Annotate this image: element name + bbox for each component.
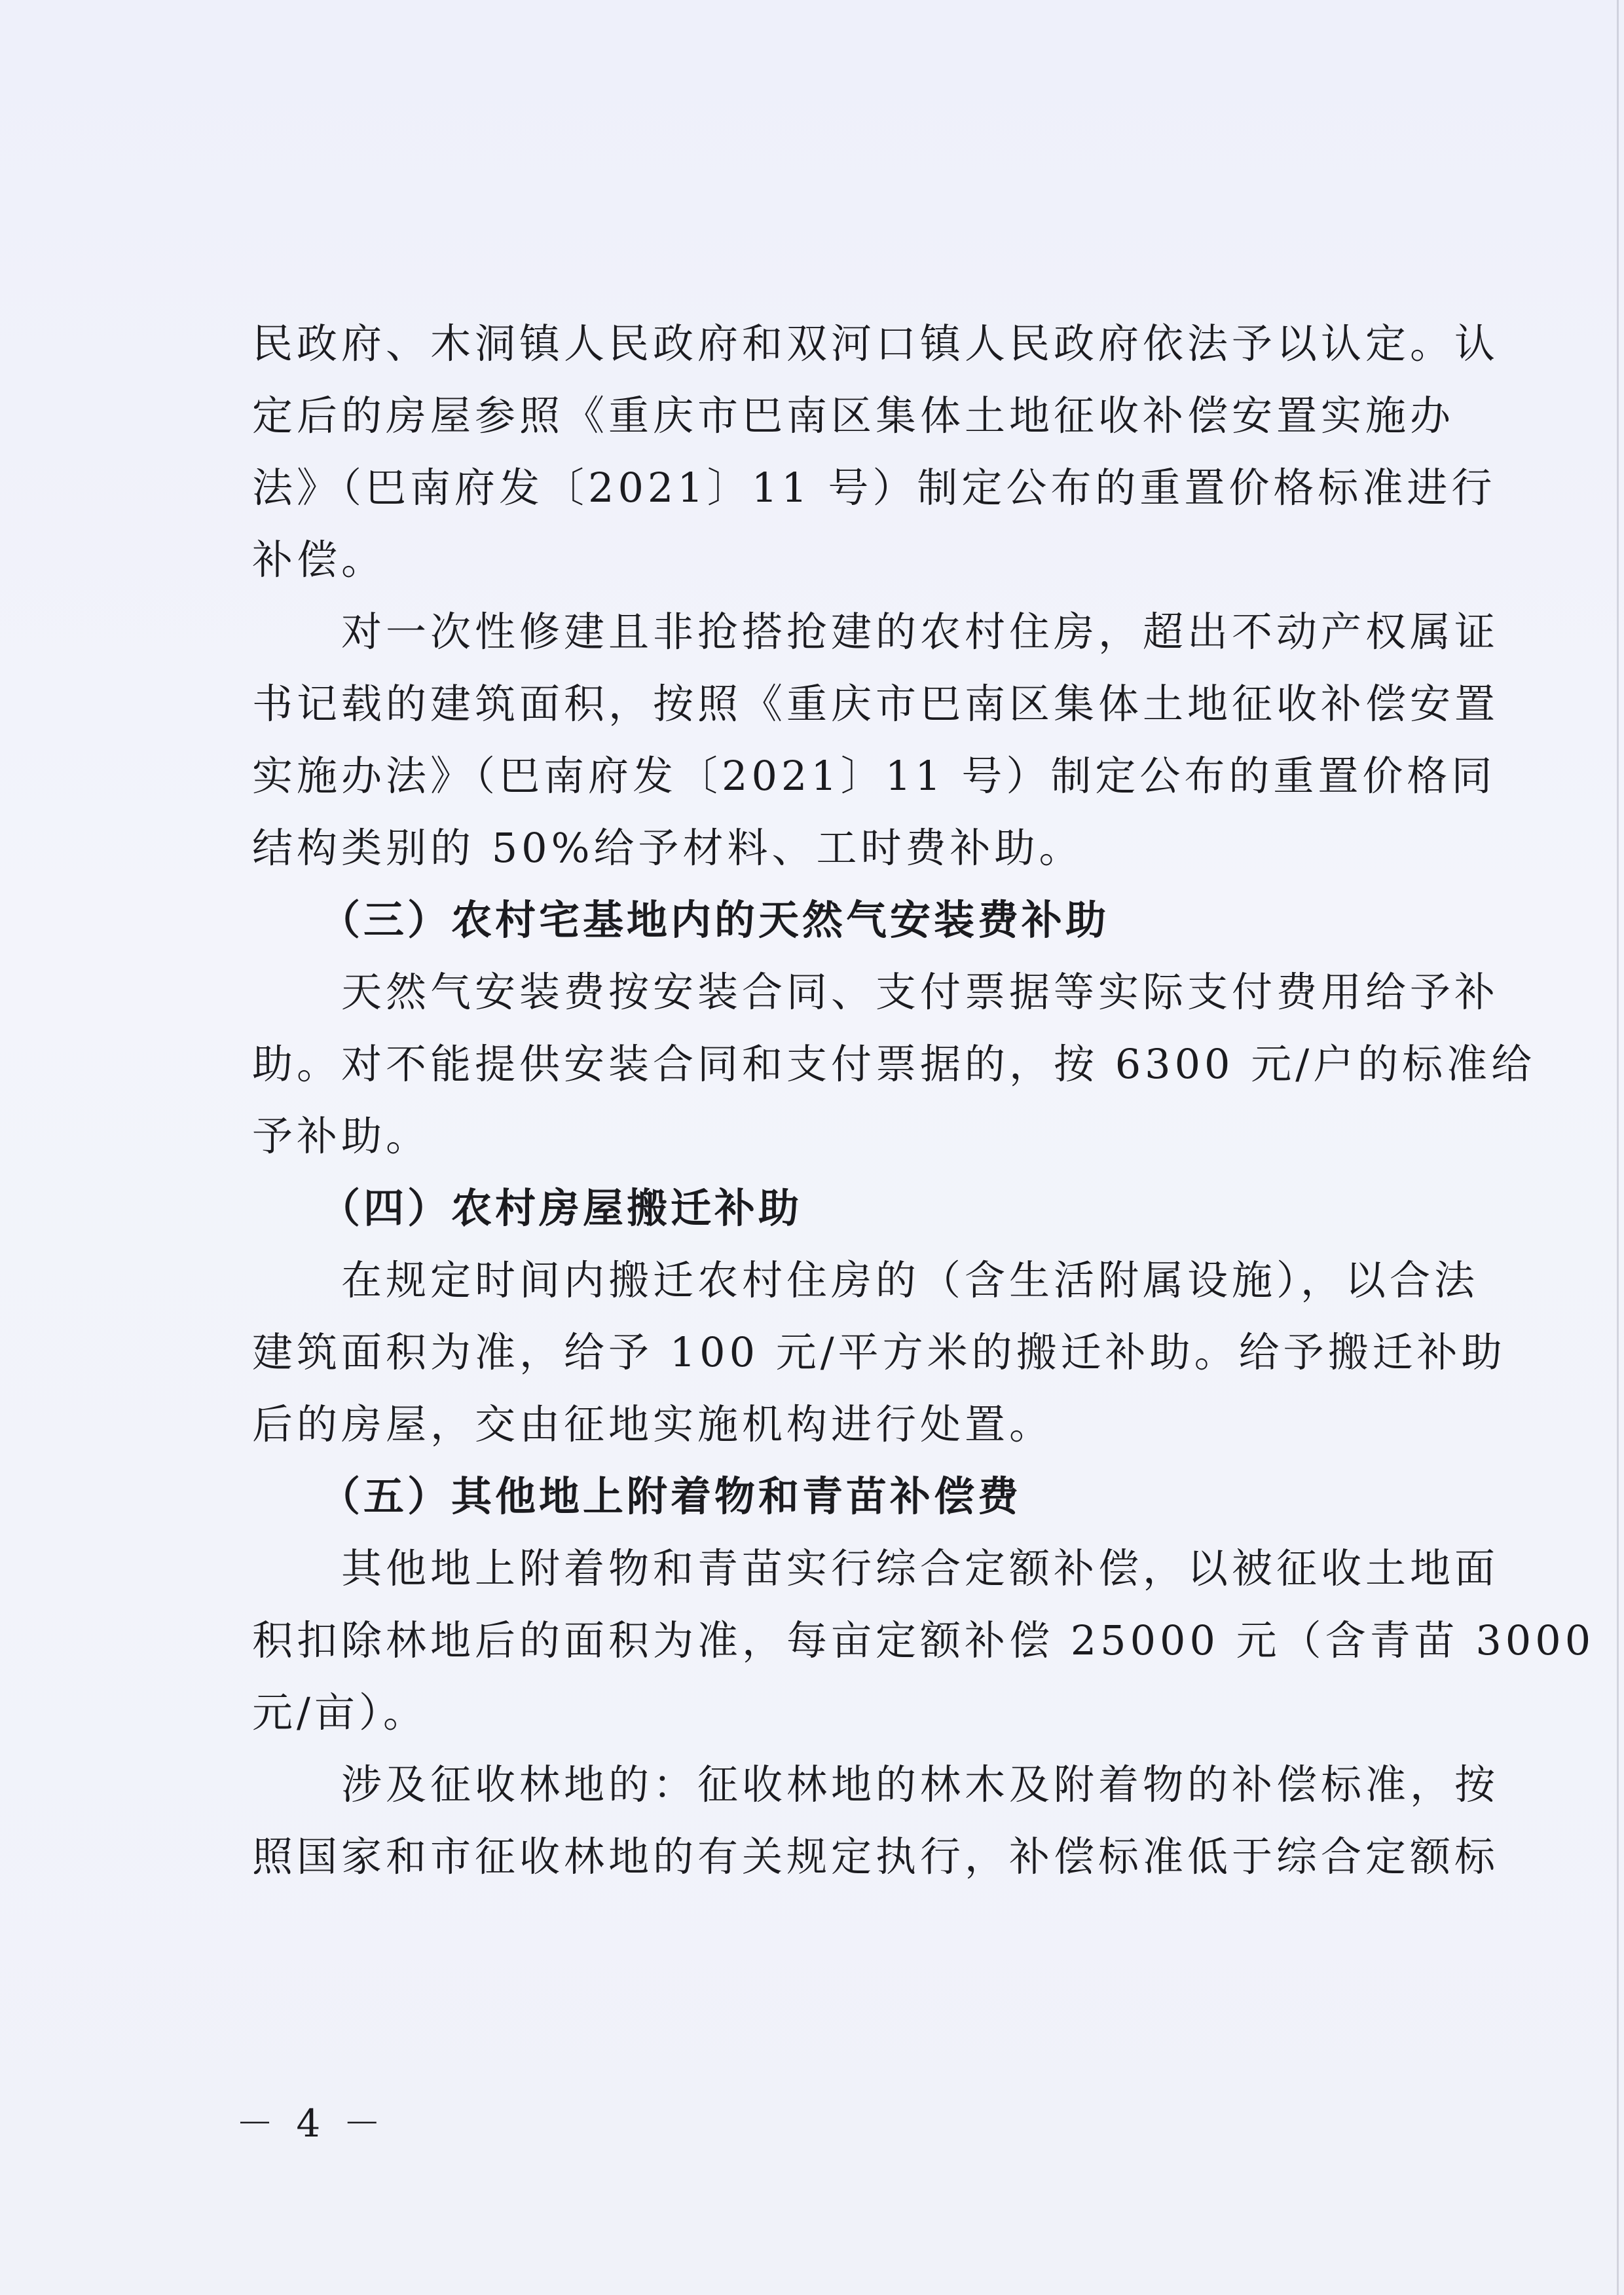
- text-line: 元/亩）。: [252, 1689, 428, 1736]
- text-line: 对一次性修建且非抢搭抢建的农村住房，超出不动产权属证: [252, 608, 1500, 656]
- text-line: 结构类别的 50%给予材料、工时费补助。: [252, 824, 1084, 872]
- text-line: 补偿。: [252, 536, 386, 584]
- text-line: 民政府、木洞镇人民政府和双河口镇人民政府依法予以认定。认: [252, 320, 1500, 367]
- text-line: 书记载的建筑面积，按照《重庆市巴南区集体土地征收补偿安置: [252, 680, 1500, 728]
- text-line: 予补助。: [252, 1112, 431, 1160]
- text-line: 后的房屋，交由征地实施机构进行处置。: [252, 1400, 1054, 1448]
- text-line: 照国家和市征收林地的有关规定执行，补偿标准低于综合定额标: [252, 1833, 1500, 1880]
- body-text: [252, 308, 1595, 1893]
- section-heading: （四）农村房屋搬迁补助: [252, 1184, 803, 1232]
- text-line: 涉及征收林地的：征收林地的林木及附着物的补偿标准，按: [252, 1761, 1500, 1808]
- text-line: 积扣除林地后的面积为准，每亩定额补偿 25000 元（含青苗 3000: [252, 1616, 1595, 1664]
- text-line: 助。对不能提供安装合同和支付票据的，按 6300 元/户的标准给: [252, 1040, 1536, 1088]
- text-line: 实施办法》（巴南府发〔2021〕11 号）制定公布的重置价格同: [252, 752, 1496, 800]
- text-line: 建筑面积为准，给予 100 元/平方米的搬迁补助。给予搬迁补助: [252, 1328, 1506, 1376]
- scan-edge-line: [1617, 0, 1619, 2295]
- section-heading: （五）其他地上附着物和青苗补偿费: [252, 1472, 1022, 1520]
- page-number: － 4 －: [236, 2101, 386, 2146]
- text-line: 法》（巴南府发〔2021〕11 号）制定公布的重置价格标准进行: [252, 464, 1496, 512]
- text-line: 在规定时间内搬迁农村住房的（含生活附属设施），以合法: [252, 1256, 1479, 1304]
- text-line: 天然气安装费按安装合同、支付票据等实际支付费用给予补: [252, 968, 1500, 1016]
- section-heading: （三）农村宅基地内的天然气安装费补助: [252, 896, 1110, 944]
- text-line: 其他地上附着物和青苗实行综合定额补偿，以被征收土地面: [252, 1544, 1500, 1592]
- text-line: 定后的房屋参照《重庆市巴南区集体土地征收补偿安置实施办: [252, 392, 1455, 439]
